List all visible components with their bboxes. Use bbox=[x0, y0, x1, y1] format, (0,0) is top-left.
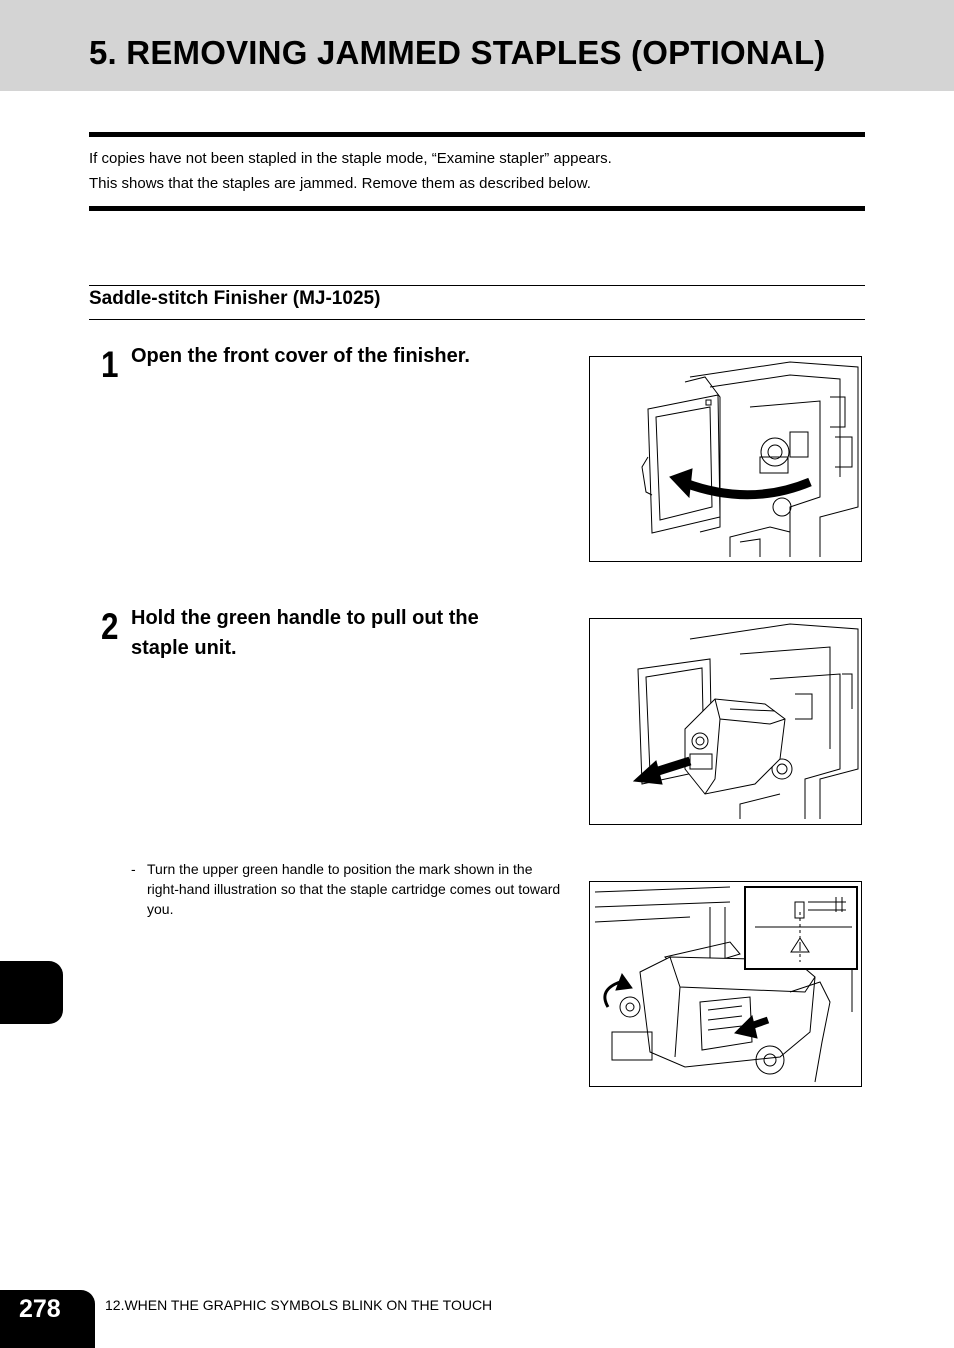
intro-box bbox=[89, 146, 612, 196]
step-2-text-line-1: Hold the green handle to pull out the bbox=[131, 607, 479, 629]
figure-pull-staple-unit bbox=[589, 618, 862, 825]
page-title: 5. REMOVING JAMMED STAPLES (OPTIONAL) bbox=[89, 34, 826, 71]
note-text: Turn the upper green handle to position the mark shown in the right-hand illustration so that the staple cartridge comes out toward you. bbox=[147, 861, 561, 917]
note-dash: - bbox=[131, 861, 136, 877]
step-1-text: Open the front cover of the finisher. bbox=[131, 345, 470, 367]
intro-top-rule bbox=[89, 132, 865, 137]
step-2-text-line-2: staple unit. bbox=[131, 637, 237, 659]
step-2-number: 2 bbox=[101, 606, 118, 647]
step-2-text bbox=[131, 603, 479, 663]
figure-turn-handle bbox=[589, 881, 862, 1087]
chapter-side-tab bbox=[0, 961, 63, 1024]
step-1-number: 1 bbox=[101, 344, 118, 385]
page-number: 278 bbox=[19, 1295, 61, 1323]
section-top-rule bbox=[89, 285, 865, 286]
intro-bottom-rule bbox=[89, 206, 865, 211]
note-turn-handle bbox=[131, 859, 561, 919]
figure-open-front-cover bbox=[589, 356, 862, 562]
intro-line-1: If copies have not been stapled in the staple mode, “Examine stapler” appears. bbox=[89, 150, 612, 167]
intro-line-2: This shows that the staples are jammed. Remove them as described below. bbox=[89, 175, 591, 192]
section-title: Saddle-stitch Finisher (MJ-1025) bbox=[89, 288, 381, 309]
section-bottom-rule bbox=[89, 319, 865, 320]
footer-chapter-title: 12.WHEN THE GRAPHIC SYMBOLS BLINK ON THE TOUCH bbox=[105, 1297, 493, 1313]
